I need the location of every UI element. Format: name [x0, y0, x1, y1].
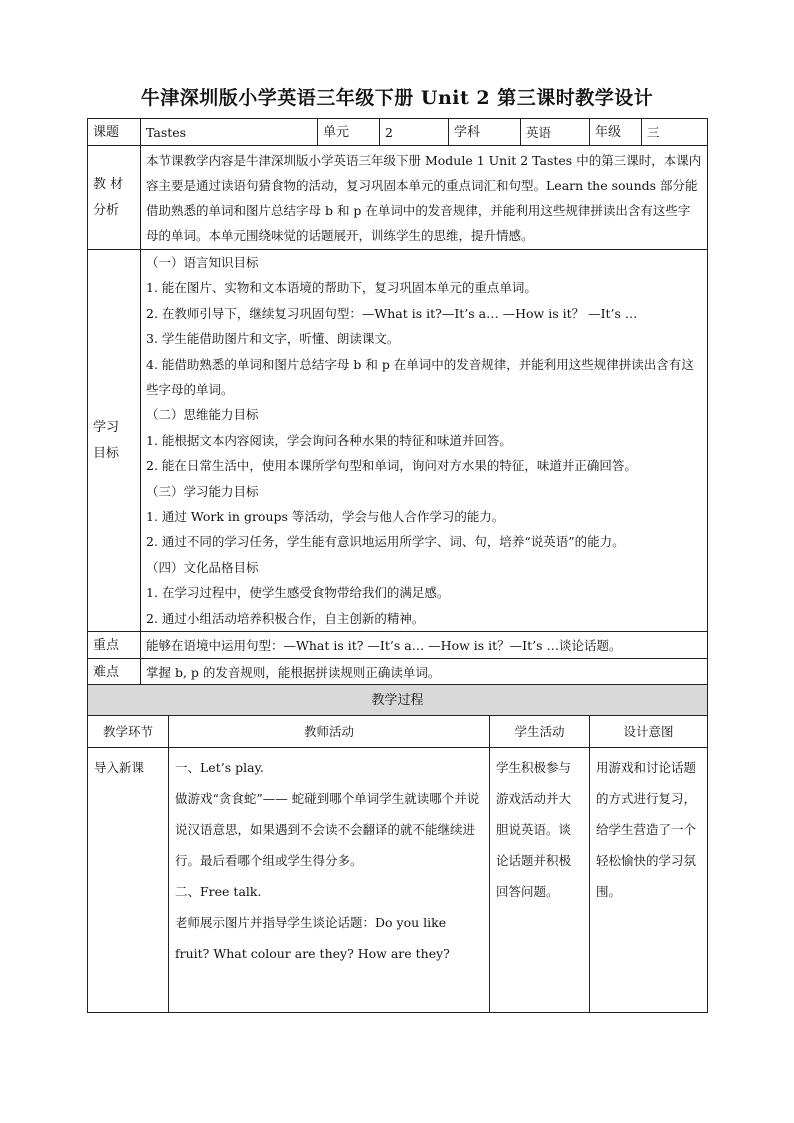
- grade-value: 三: [642, 119, 708, 146]
- teacher-activity-line: 二、Free talk.: [175, 884, 262, 899]
- subject-label: 学科: [449, 119, 521, 146]
- topic-label: 课题: [88, 119, 141, 146]
- teacher-activity-cell: [169, 748, 490, 1013]
- goal-line: （三）学习能力目标: [146, 483, 259, 499]
- grade-label: 年级: [590, 119, 642, 146]
- goal-line: 4. 能借助熟悉的单词和图片总结字母 b 和 p 在单词中的发音规律，并能利用这些规律拼读出含有这些字母的单词。: [146, 356, 694, 398]
- teacher-activity-line: 做游戏“贪食蛇”—— 蛇碰到哪个单词学生就读哪个并说说汉语意思，如果遇到不会读不会翻译的就不能继续进行。最后看哪个组或学生得分多。: [175, 791, 480, 868]
- goal-line: （四）文化品格目标: [146, 559, 259, 575]
- student-activity-cell: 学生积极参与游戏活动并大胆说英语。谈论话题并积极回答问题。: [490, 748, 590, 1013]
- unit-value: 2: [380, 119, 449, 146]
- column-header-teacher: 教师活动: [169, 716, 490, 748]
- goal-line: （二）思维能力目标: [146, 407, 259, 423]
- teacher-activity-line: 一、Let’s play.: [175, 760, 264, 775]
- analysis-label: 教 材 分析: [88, 146, 141, 250]
- difficult-text: 掌握 b, p 的发音规则，能根据拼读规则正确读单词。: [141, 659, 708, 686]
- table-row: [88, 748, 708, 1013]
- goal-line: 1. 通过 Work in groups 等活动，学会与他人合作学习的能力。: [146, 509, 505, 525]
- column-header-intent: 设计意图: [590, 716, 708, 748]
- key-label: 重点: [88, 632, 141, 659]
- column-header-student: 学生活动: [490, 716, 590, 748]
- teacher-activity-line: 老师展示图片并指导学生谈论话题：Do you like fruit? What colour are they? How are they?: [175, 915, 450, 961]
- goals-list: [141, 250, 708, 632]
- goal-line: 2. 能在日常生活中，使用本课所学句型和单词，询问对方水果的特征，味道并正确回答。: [146, 458, 637, 474]
- document-title: 牛津深圳版小学英语三年级下册 Unit 2 第三课时教学设计: [140, 87, 654, 109]
- process-table: [87, 684, 708, 1013]
- analysis-text: 本节课教学内容是牛津深圳版小学英语三年级下册 Module 1 Unit 2 Tastes 中的第三课时，本课内容主要是通过读语句猜食物的活动，复习巩固本单元的重点词汇和句型。Learn the sounds 部分能借助熟悉的单词和图片总结字母 b 和 p 在单词中的发音规律，并能利用这些规律拼读出含有这些字母的单词。本单元围绕味觉的话题展开，训练学生的思维，提升情感。: [141, 146, 708, 250]
- unit-label: 单元: [318, 119, 380, 146]
- key-text: 能够在语境中运用句型：—What is it? —It’s a… —How is it？—It’s …谈论话题。: [141, 632, 708, 659]
- design-intent-cell: 用游戏和讨论话题的方式进行复习，给学生营造了一个轻松愉快的学习氛围。: [590, 748, 708, 1013]
- process-header: 教学过程: [88, 685, 708, 716]
- goal-line: 3. 学生能借助图片和文字，听懂、朗读课文。: [146, 331, 400, 347]
- info-table: [87, 118, 708, 686]
- goal-line: 2. 在教师引导下，继续复习巩固句型：—What is it?—It’s a… —How is it？ —It’s …: [146, 305, 638, 321]
- topic-value: Tastes: [141, 119, 318, 146]
- goal-line: 1. 能根据文本内容阅读，学会询问各种水果的特征和味道并回答。: [146, 432, 512, 448]
- goal-line: 2. 通过不同的学习任务，学生能有意识地运用所学字、词、句，培养“说英语”的能力。: [146, 534, 625, 550]
- goal-line: 2. 通过小组活动培养积极合作，自主创新的精神。: [146, 610, 425, 626]
- goal-line: 1. 能在图片、实物和文本语境的帮助下，复习巩固本单元的重点单词。: [146, 280, 537, 296]
- goals-label: 学习 目标: [88, 250, 141, 632]
- column-header-stage: 教学环节: [88, 716, 169, 748]
- goal-line: （一）语言知识目标: [146, 255, 259, 270]
- stage-cell: 导入新课: [88, 748, 169, 1013]
- difficult-label: 难点: [88, 659, 141, 686]
- goal-line: 1. 在学习过程中，使学生感受食物带给我们的满足感。: [146, 585, 450, 601]
- subject-value: 英语: [521, 119, 590, 146]
